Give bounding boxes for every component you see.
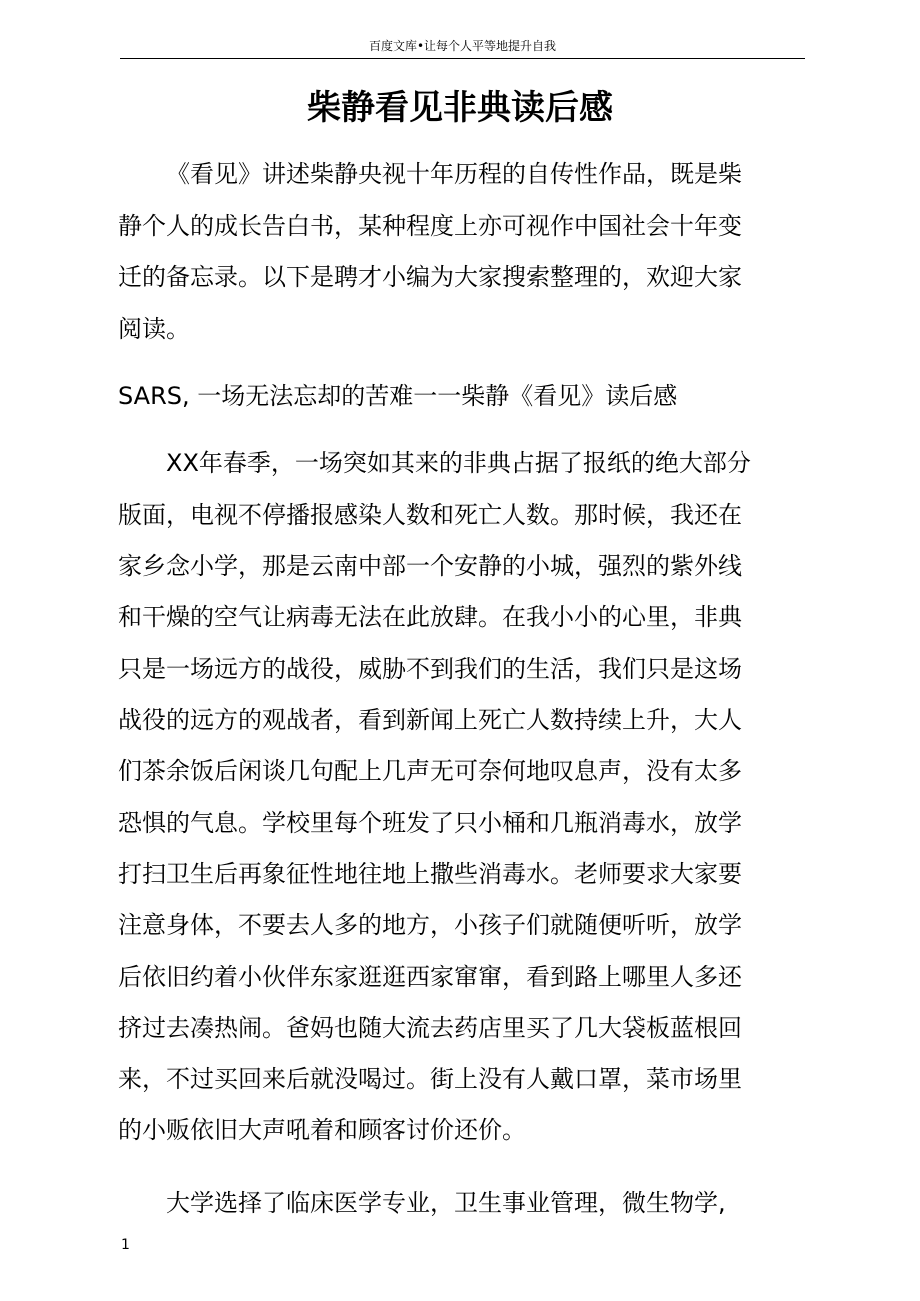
- paragraph-line: 迁的备忘录。以下是聘才小编为大家搜索整理的，欢迎大家: [118, 263, 742, 291]
- paragraph-line: 家乡念小学，那是云南中部一个安静的小城，强烈的紫外线: [118, 552, 742, 580]
- paragraph-line: XX年春季，一场突如其来的非典占据了报纸的绝大部分: [166, 449, 751, 477]
- paragraph-line: 只是一场远方的战役，威胁不到我们的生活，我们只是这场: [118, 655, 742, 683]
- paragraph-line: 恐惧的气息。学校里每个班发了只小桶和几瓶消毒水，放学: [118, 809, 742, 837]
- paragraph-line: 注意身体，不要去人多的地方，小孩子们就随便听听，放学: [118, 911, 742, 939]
- page-number: 1: [121, 1237, 130, 1253]
- page-header: 百度文库•让每个人平等地提升自我: [120, 36, 805, 59]
- document-title: 柴静看见非典读后感: [307, 88, 613, 128]
- paragraph-line: 挤过去凑热闹。爸妈也随大流去药店里买了几大袋板蓝根回: [118, 1014, 742, 1042]
- section-subtitle: SARS, 一场无法忘却的苦难一一柴静《看见》读后感: [118, 382, 678, 410]
- paragraph-line: 们茶余饭后闲谈几句配上几声无可奈何地叹息声，没有太多: [118, 757, 742, 785]
- paragraph-line: 《看见》讲述柴静央视十年历程的自传性作品，既是柴: [166, 160, 742, 188]
- paragraph-line: 后依旧约着小伙伴东家逛逛西家窜窜，看到路上哪里人多还: [118, 963, 742, 991]
- paragraph-line: 和干燥的空气让病毒无法在此放肆。在我小小的心里，非典: [118, 603, 742, 631]
- paragraph-line: 打扫卫生后再象征性地往地上撒些消毒水。老师要求大家要: [118, 860, 742, 888]
- paragraph-line: 版面，电视不停播报感染人数和死亡人数。那时候，我还在: [118, 501, 742, 529]
- paragraph-line: 阅读。: [118, 315, 190, 343]
- paragraph-line: 大学选择了临床医学专业，卫生事业管理，微生物学,: [166, 1189, 726, 1217]
- paragraph-line: 战役的远方的观战者，看到新闻上死亡人数持续上升，大人: [118, 706, 742, 734]
- paragraph-line: 静个人的成长告白书，某种程度上亦可视作中国社会十年变: [118, 212, 742, 240]
- paragraph-line: 的小贩依旧大声吼着和顾客讨价还价。: [118, 1116, 526, 1144]
- paragraph-line: 来，不过买回来后就没喝过。街上没有人戴口罩，菜市场里: [118, 1065, 742, 1093]
